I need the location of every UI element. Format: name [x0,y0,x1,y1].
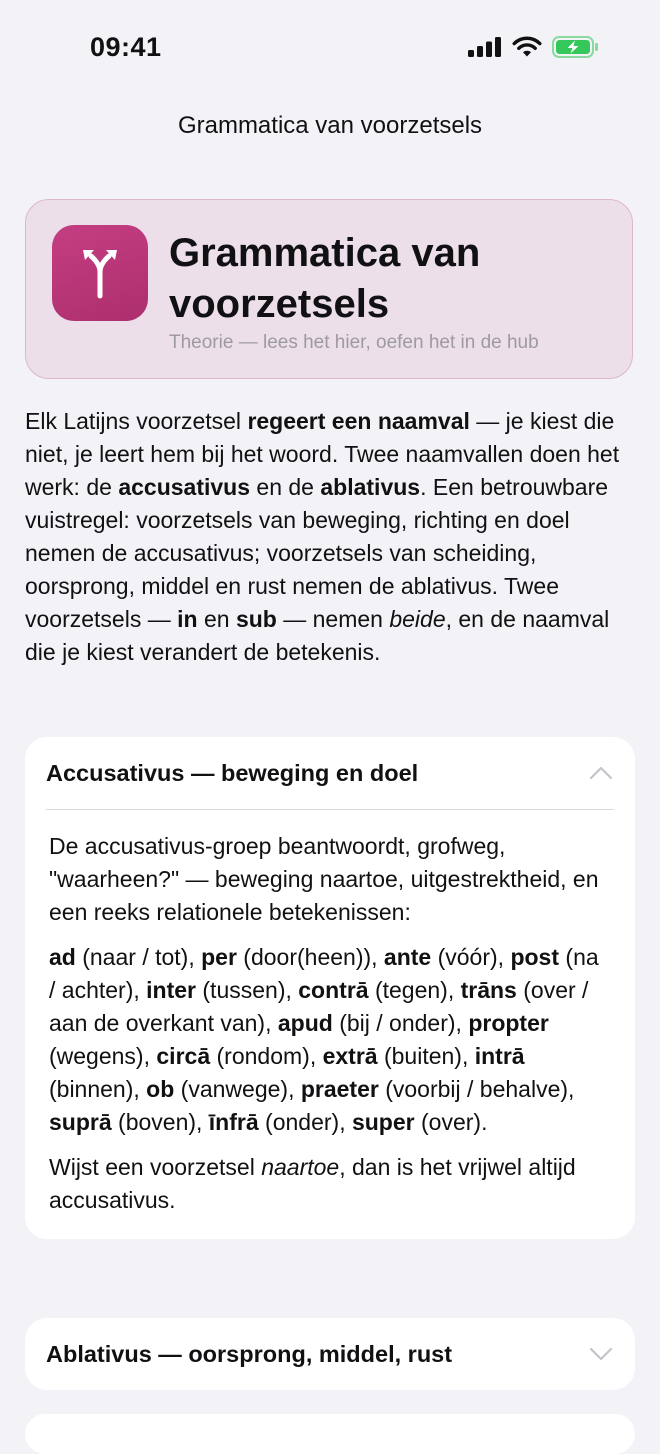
preposition-meaning: (vóór) [431,944,498,970]
intro-bold: regeert een naamval [247,408,470,434]
intro-text: — nemen [276,606,390,632]
battery-charging-icon [552,36,600,63]
preposition-meaning: (tussen) [196,977,286,1003]
preposition-meaning: (tegen) [368,977,448,1003]
rule-text: , dan is het vrijwel altijd accusativus. [49,1154,576,1213]
preposition-meaning: (bij / onder) [332,1010,456,1036]
preposition-word: praeter [300,1076,379,1102]
preposition-word: post [510,944,560,970]
rule-italic: naartoe [261,1154,340,1180]
intro-bold: in [177,606,198,632]
intro-text: en de [250,474,321,500]
preposition-word: intrā [474,1043,525,1069]
hero-card [25,199,633,379]
preposition-meaning: (onder) [258,1109,340,1135]
wifi-icon [512,36,542,63]
preposition-word: circā [156,1043,211,1069]
status-time: 09:41 [90,32,162,62]
preposition-meaning: (vanwege) [174,1076,289,1102]
preposition-meaning: (over) [414,1109,482,1135]
intro-italic: beide [389,606,446,632]
preposition-meaning: (na / achter) [49,944,599,1003]
intro-bold: accusativus [118,474,251,500]
preposition-word: īnfrā [208,1109,259,1135]
intro-text: Elk Latijns voorzetsel [25,408,248,434]
preposition-word: per [201,944,237,970]
intro-text: — je kiest die niet, je leert hem bij het woord. Twee naamvallen doen het werk: de [25,408,620,500]
preposition-word: trāns [460,977,517,1003]
preposition-meaning: (naar / tot) [75,944,189,970]
section-paragraph: De accusativus-groep beantwoordt, grofweg, "waarheen?" — beweging naartoe, uitgestrektheid, en een reeks relationele betekenissen: [49,833,599,925]
section-rule [49,1151,611,1217]
status-bar [0,0,660,96]
preposition-meaning: (rondom) [210,1043,310,1069]
hero-subtitle: Theorie — lees het hier, oefen het in de hub [169,332,539,353]
chevron-up-icon [589,766,613,780]
intro-bold: ablativus [320,474,421,500]
intro-text: en [197,606,236,632]
intro-text: . Een betrouwbare vuistregel: voorzetsels van beweging, richting en doel nemen de accusativus; voorzetsels van scheiding, oorsprong, middel en rust nemen de ablativus. Twee voorzetsels — [25,474,609,632]
section-accusativus-body [25,810,635,1239]
preposition-word: propter [468,1010,549,1036]
preposition-word: contrā [298,977,369,1003]
section-next-partial[interactable] [25,1414,635,1454]
preposition-word: apud [277,1010,333,1036]
preposition-meaning: (door(heen)) [236,944,372,970]
preposition-list: ad (naar / tot), per (door(heen)), ante (vóór), post (na / achter), inter (tussen), contrā (tegen), trāns (over / aan de overkant van), apud (bij / onder), propter (wegens), circā (rondom), extrā (buiten), intrā (binnen), ob (vanwege), praeter (voorbij / behalve), suprā (boven), īnfrā (onder), super (over). [49,944,599,1135]
rule-text: Wijst een voorzetsel [49,1154,262,1180]
preposition-word: suprā [49,1109,112,1135]
preposition-meaning: (boven) [111,1109,197,1135]
preposition-meaning: (wegens) [49,1043,144,1069]
intro-paragraph [25,405,637,669]
section-accusativus-header[interactable] [25,737,635,809]
preposition-word: ob [146,1076,175,1102]
section-title: Ablativus — oorsprong, middel, rust [46,1340,453,1367]
preposition-word: super [351,1109,415,1135]
preposition-meaning: (voorbij / behalve) [378,1076,569,1102]
section-ablativus-header[interactable] [25,1318,635,1390]
intro-bold: sub [235,606,277,632]
branch-split-icon [52,225,148,321]
chevron-down-icon [589,1347,613,1361]
hero-title: Grammatica van voorzetsels [169,231,481,326]
preposition-word: ante [383,944,432,970]
section-accusativus [25,737,635,1239]
nav-title: Grammatica van voorzetsels [177,112,483,139]
preposition-word: inter [146,977,196,1003]
preposition-word: extrā [322,1043,378,1069]
preposition-meaning: (buiten) [377,1043,462,1069]
status-icons [468,36,600,63]
section-ablativus[interactable] [25,1318,635,1390]
preposition-meaning: (binnen) [49,1076,134,1102]
signal-icon [468,37,502,62]
intro-text: , en de naamval die je kiest verandert de betekenis. [25,606,610,665]
section-title: Accusativus — beweging en doel [46,759,419,786]
preposition-word: ad [49,944,76,970]
preposition-meaning: (over / aan de overkant van) [49,977,589,1036]
